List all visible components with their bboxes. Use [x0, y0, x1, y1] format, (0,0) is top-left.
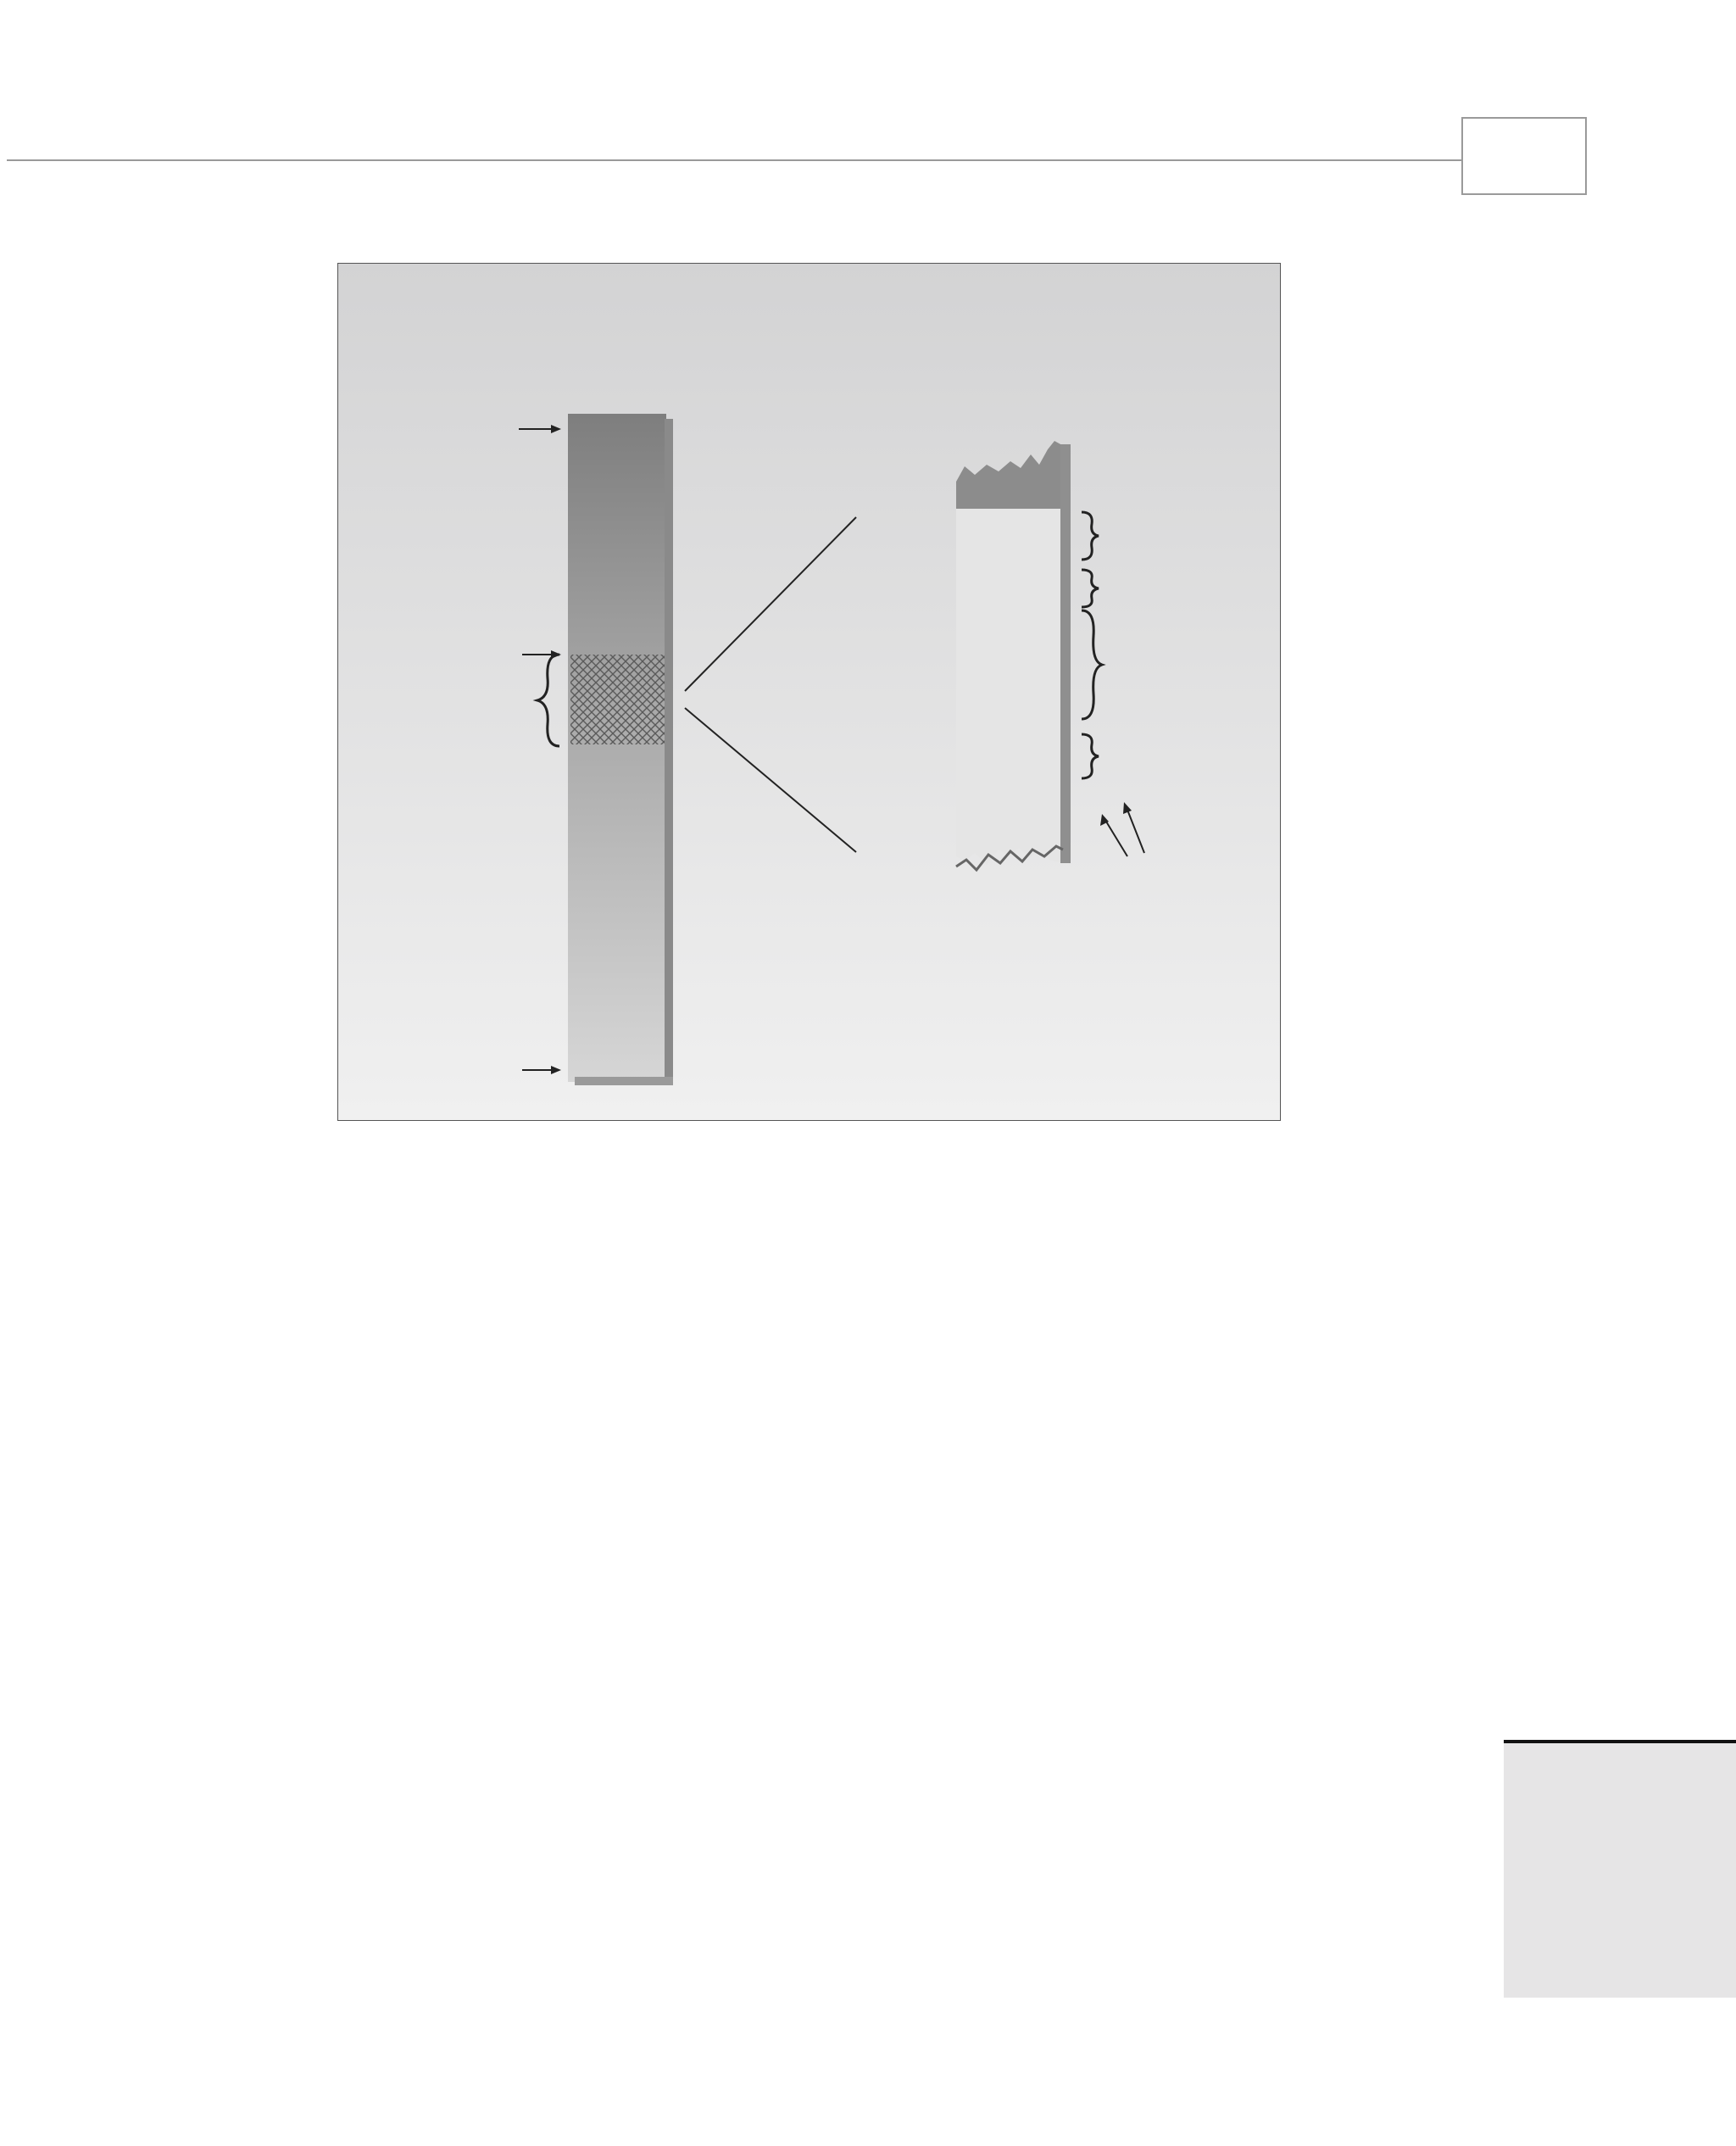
chapter-tab-label [1577, 1810, 1611, 1929]
header-rule [7, 159, 1461, 161]
page-number [1461, 117, 1587, 195]
chapter-tab [1504, 1743, 1736, 1998]
program-memory-strip [956, 441, 1071, 865]
program-hatched-region [570, 655, 665, 744]
system-memory-column [568, 414, 673, 1085]
figure-background [337, 263, 1281, 1121]
memory-address-figure [337, 263, 1281, 1121]
